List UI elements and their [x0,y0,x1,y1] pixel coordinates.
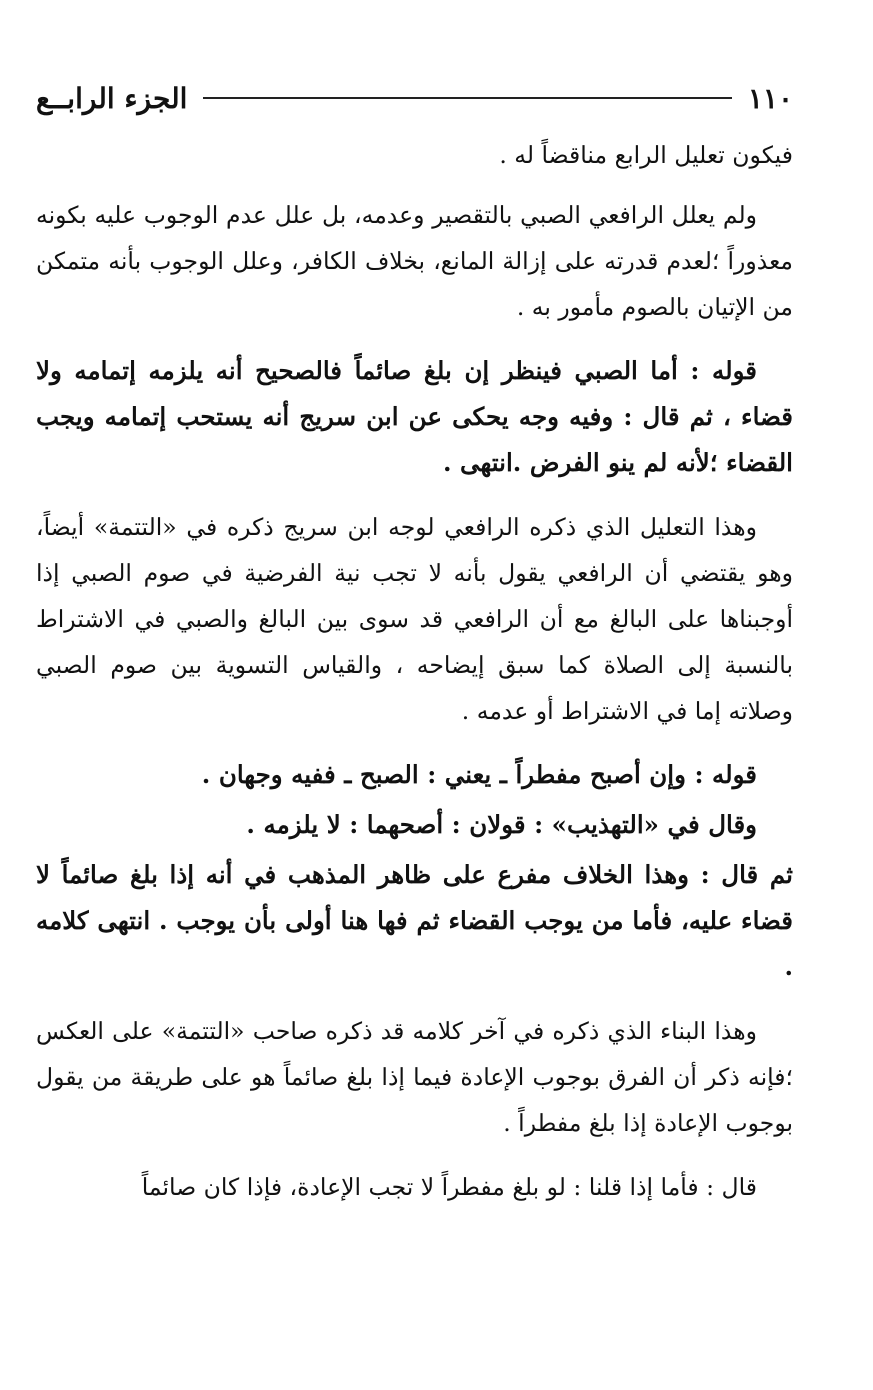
paragraph-quote: وقال في «التهذيب» : قولان : أصحهما : لا يلزمه . [246,810,757,839]
paragraph: وهذا التعليل الذي ذكره الرافعي لوجه ابن سريج ذكره في «التتمة» أيضاً، وهو يقتضي أن الرافعي يقول بأنه لا تجب نية الفرضية في صوم الصبي إذا أوجبناها على البالغ مع أن الرافعي قد سوى بين البالغ والصبي في الاشتراط بالنسبة إلى الصلاة كما سبق إيضاحه ، والقياس التسوية بين صوم الصبي وصلاته إما في الاشتراط أو عدمه . [36,513,793,725]
page-header [36,68,793,128]
paragraph: ولم يعلل الرافعي الصبي بالتقصير وعدمه، بل علل عدم الوجوب عليه بكونه معذوراً ؛لعدم قدرته على إزالة المانع، بخلاف الكافر، وعلل الوجوب بأنه متمكن من الإتيان بالصوم مأمور به . [36,201,793,321]
paragraph: قال : فأما إذا قلنا : لو بلغ مفطراً لا تجب الإعادة، فإذا كان صائماً [141,1173,757,1201]
page-body [36,132,793,1210]
paragraph-quote: قوله : أما الصبي فينظر إن بلغ صائماً فالصحيح أنه يلزمه إتمامه ولا قضاء ، ثم قال : وفيه وجه يحكى عن ابن سريج أنه يستحب إتمامه ويجب القضاء ؛لأنه لم ينو الفرض .انتهى . [36,356,793,477]
paragraph-quote: قوله : وإن أصبح مفطراً ـ يعني : الصبح ـ ففيه وجهان . [201,760,757,789]
page-number: ١١٠ [747,81,793,115]
paragraph: وهذا البناء الذي ذكره في آخر كلامه قد ذكره صاحب «التتمة» على العكس ؛فإنه ذكر أن الفرق بوجوب الإعادة فيما إذا بلغ صائماً هو على طريقة من يقول بوجوب الإعادة إذا بلغ مفطراً . [36,1017,793,1137]
paragraph-quote: ثم قال : وهذا الخلاف مفرع على ظاهر المذهب في أنه إذا بلغ صائماً لا قضاء عليه، فأما من يوجب القضاء ثم فها هنا أولى بأن يوجب . انتهى كلامه . [36,860,793,981]
running-title: الجزء الرابــع [36,81,188,115]
paragraph: فيكون تعليل الرابع مناقضاً له . [499,141,793,169]
header-rule [203,97,731,99]
